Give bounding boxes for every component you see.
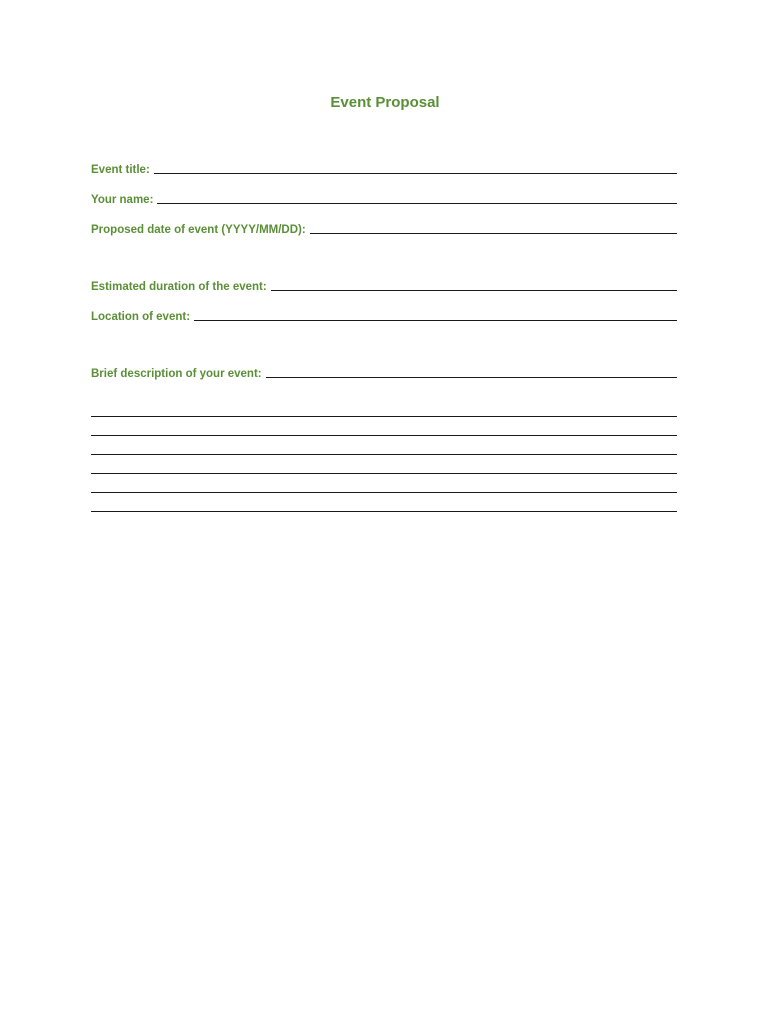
your-name-label: Your name: [91, 194, 154, 206]
description-blank-line[interactable] [91, 417, 677, 436]
description-field [91, 364, 677, 380]
description-blank-line[interactable] [91, 493, 677, 512]
location-input[interactable] [194, 306, 677, 321]
description-label: Brief description of your event: [91, 368, 262, 380]
estimated-duration-field [91, 277, 677, 293]
proposed-date-label: Proposed date of event (YYYY/MM/DD): [91, 224, 306, 236]
description-blank-line[interactable] [91, 455, 677, 474]
description-input[interactable] [266, 363, 677, 378]
your-name-field [91, 190, 677, 206]
event-title-field [91, 160, 677, 176]
your-name-input[interactable] [157, 189, 677, 204]
event-title-input[interactable] [154, 159, 677, 174]
estimated-duration-input[interactable] [271, 276, 677, 291]
estimated-duration-label: Estimated duration of the event: [91, 281, 267, 293]
location-label: Location of event: [91, 311, 191, 323]
document-title: Event Proposal [330, 94, 440, 111]
description-lines[interactable] [91, 398, 677, 512]
description-blank-line[interactable] [91, 474, 677, 493]
proposed-date-field [91, 220, 677, 236]
description-blank-line[interactable] [91, 398, 677, 417]
location-field [91, 307, 677, 323]
proposed-date-input[interactable] [310, 219, 677, 234]
event-title-label: Event title: [91, 164, 150, 176]
description-blank-line[interactable] [91, 436, 677, 455]
